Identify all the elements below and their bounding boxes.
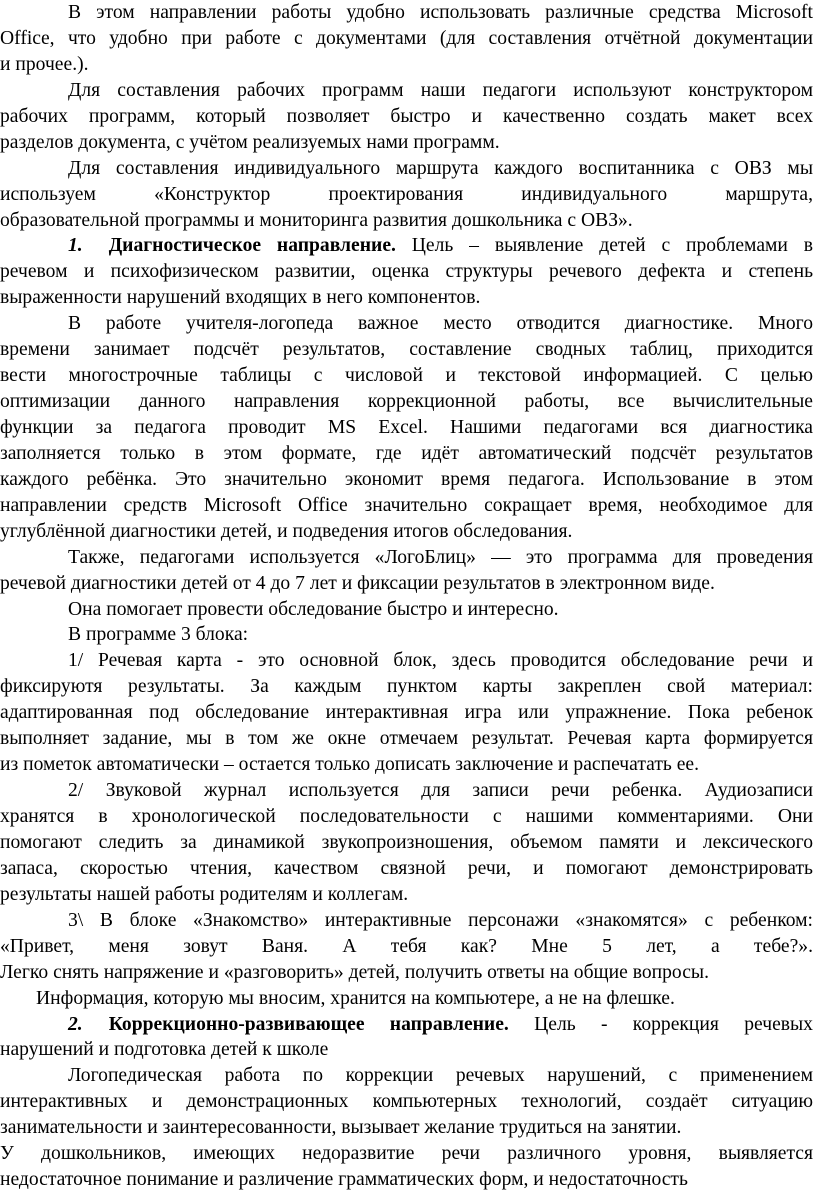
text-line: результаты нашей работы родителям и коллегам. [0, 883, 409, 905]
text-line: нарушений и подготовка детей к школе [0, 1039, 329, 1061]
text-line: из пометок автоматически – остается только дописать заключение и распечатать ее. [0, 754, 700, 776]
text-line: выполняет задание, мы в том же окне отмечаем результат. Речевая карта формируется [0, 728, 813, 750]
text-line: вести многострочные таблицы с числовой и текстовой информацией. С целью [0, 365, 813, 387]
text-line: выраженности нарушений входящих в него компонентов. [0, 287, 481, 309]
text-line: В работе учителя-логопеда важное место отводится диагностике. Много [68, 313, 813, 335]
text-line: речевой диагностики детей от 4 до 7 лет и фиксации результатов в электронном виде. [0, 572, 715, 594]
text-line: Она помогает провести обследование быстро и интересно. [68, 598, 559, 620]
section-heading [0, 233, 816, 259]
text-line: помогают следить за динамикой звукопроизношения, объемом памяти и лексического [0, 831, 813, 853]
text-line: образовательной программы и мониторинга развития дошкольника с ОВЗ». [0, 209, 633, 231]
text-line: речевом и психофизическом развитии, оценка структуры речевого дефекта и степень [0, 261, 813, 283]
section-number: 2. [68, 1013, 83, 1035]
text-line: направлении средств Microsoft Office значительно сокращает время, необходимое для [0, 494, 813, 516]
text-line: времени занимает подсчёт результатов, составление сводных таблиц, приходится [0, 339, 813, 361]
text-line: каждого ребёнка. Это значительно экономит время педагога. Использование в этом [0, 468, 813, 490]
text-line: «Привет, меня зовут Ваня. А тебя как? Мне 5 лет, а тебе?». [0, 935, 813, 957]
text-line: запаса, скоростью чтения, качеством связной речи, и помогают демонстрировать [0, 857, 813, 879]
text-line: Также, педагогами используется «ЛогоБлиц» — это программа для проведения [68, 546, 813, 568]
text-line: 2/ Звуковой журнал используется для записи речи ребенка. Аудиозаписи [68, 780, 813, 801]
text-line: 1/ Речевая карта - это основной блок, здесь проводится обследование речи и [68, 650, 813, 672]
text-line: используем «Конструктор проектирования индивидуального маршрута, [0, 183, 813, 205]
text-line: 3\ В блоке «Знакомство» интерактивные персонажи «знакомятся» с ребенком: [68, 909, 813, 931]
text-line: Информация, которую мы вносим, хранится на компьютере, а не на флешке. [36, 987, 675, 1009]
text-line: Для составления рабочих программ наши педагоги используют конструктором [68, 79, 813, 101]
section-text: Цель – выявление детей с проблемами в [395, 235, 814, 257]
text-line: У дошкольников, имеющих недоразвитие речи различного уровня, выявляется [0, 1143, 813, 1165]
text-line: оптимизации данного направления коррекционной работы, все вычислительные [0, 391, 813, 412]
section-title: Диагностическое направление. [108, 235, 396, 257]
text-line: Легко снять напряжение и «разговорить» детей, получить ответы на общие вопросы. [0, 961, 709, 983]
text-line: Для составления индивидуального маршрута каждого воспитанника с ОВЗ мы [68, 157, 813, 179]
text-line: углублённой диагностики детей, и подведения итогов обследования. [0, 520, 573, 542]
text-line: Логопедическая работа по коррекции речевых нарушений, с применением [68, 1065, 813, 1087]
text-line: интерактивных и демонстрационных компьютерных технологий, создаёт ситуацию [0, 1091, 813, 1113]
text-line: занимательности и заинтересованности, вызывает желание трудиться на занятии. [0, 1117, 682, 1139]
text-line: функции за педагога проводит MS Excel. Нашими педагогами вся диагностика [0, 417, 813, 438]
section-heading [0, 1012, 816, 1038]
text-line: В программе 3 блока: [68, 624, 249, 646]
text-line: и прочее.). [0, 53, 89, 75]
text-line: адаптированная под обследование интерактивная игра или упражнение. Пока ребенок [0, 702, 813, 724]
text-line: фиксируютя результаты. За каждым пунктом карты закреплен свой материал: [0, 676, 813, 698]
text-line: В этом направлении работы удобно использовать различные средства Microsoft [68, 2, 813, 23]
text-line: недостаточное понимание и различение грамматических форм, и недостаточность [0, 1169, 688, 1191]
text-line: заполняется только в этом формате, где идёт автоматический подсчёт результатов [0, 442, 813, 464]
text-line: рабочих программ, который позволяет быстро и качественно создать макет всех [0, 105, 813, 127]
section-number: 1. [68, 235, 83, 257]
section-text: Цель - коррекция речевых [508, 1013, 813, 1035]
text-line: разделов документа, с учётом реализуемых нами программ. [0, 131, 500, 153]
text-line: Office, что удобно при работе с документами (для составления отчётной документации [0, 27, 813, 49]
text-line: хранятся в хронологической последовательности с нашими комментариями. Они [0, 806, 813, 827]
section-title: Коррекционно-развивающее направление. [108, 1013, 509, 1035]
